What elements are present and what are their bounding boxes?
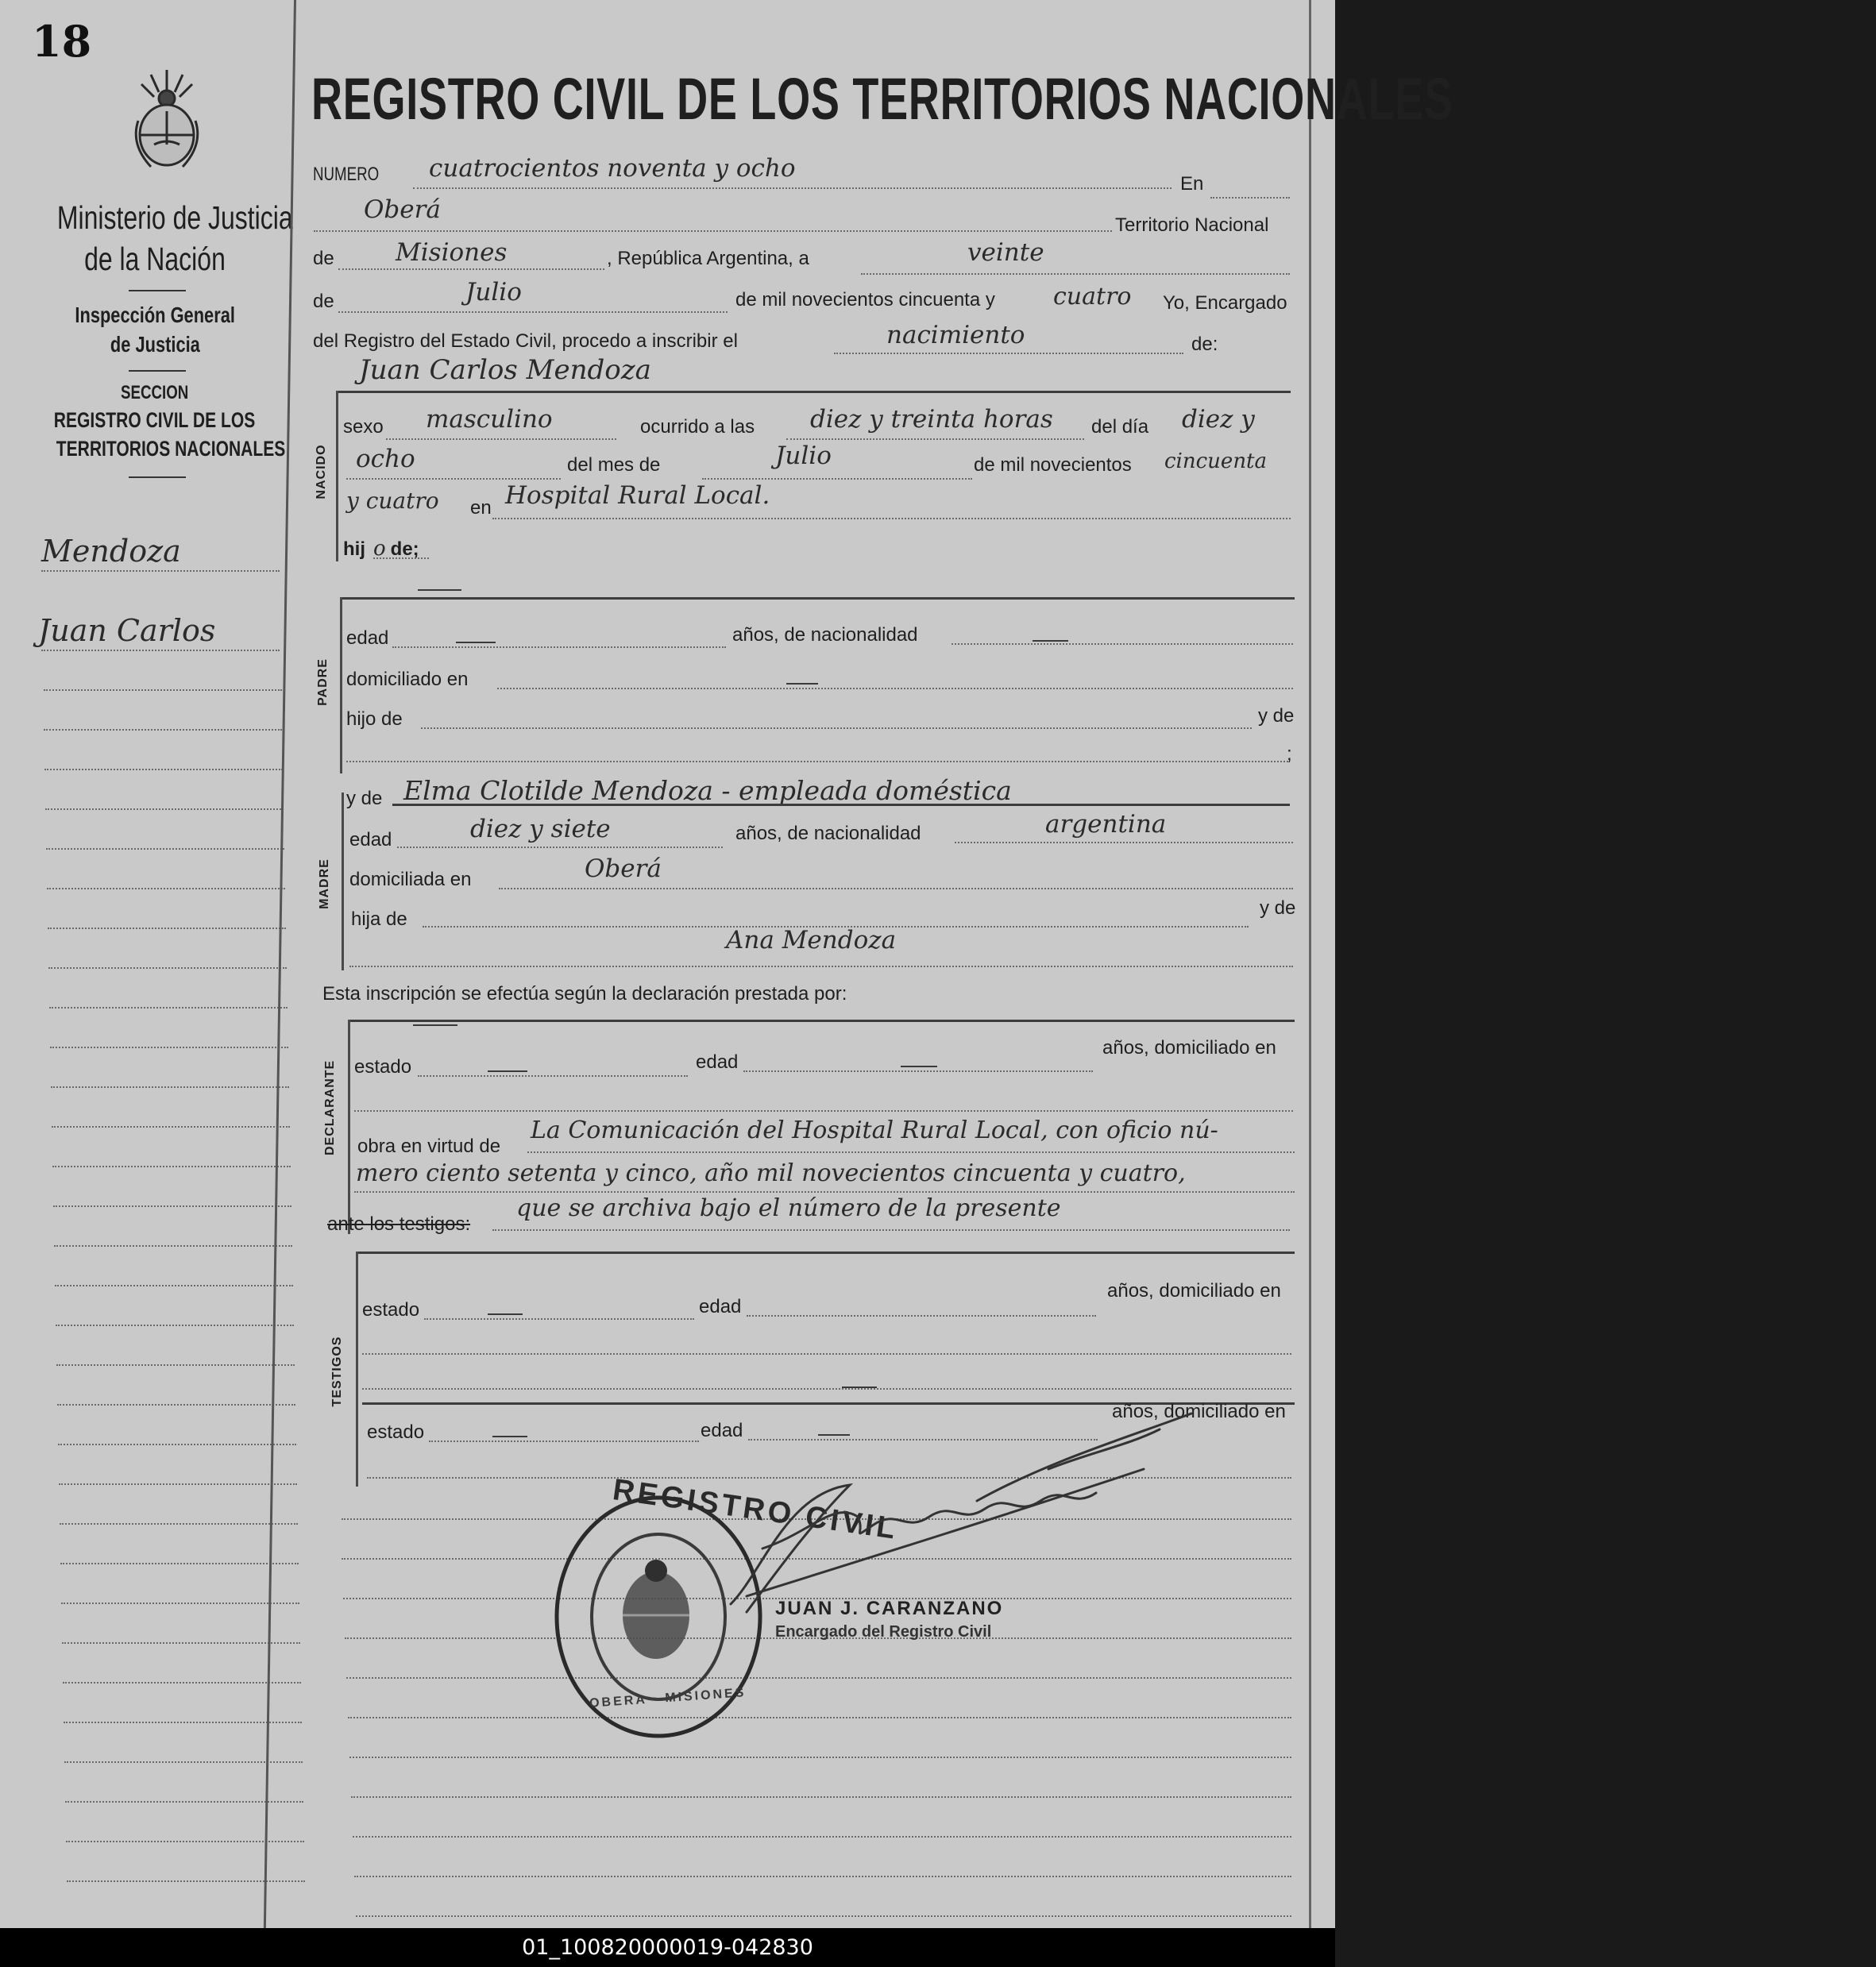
year-value: cuatro bbox=[1053, 283, 1132, 310]
nacido-section-label: NACIDO bbox=[315, 444, 328, 499]
testigo2-estado-label: estado bbox=[367, 1421, 425, 1443]
madre-hija-de-label: hija de bbox=[351, 908, 407, 930]
birth-year-part2: y cuatro bbox=[346, 488, 439, 514]
month-value: Julio bbox=[465, 278, 522, 307]
sidebar-surname: Mendoza bbox=[41, 534, 181, 569]
nacido-en-label: en bbox=[470, 497, 492, 519]
numero-label: NUMERO bbox=[313, 164, 380, 185]
obra-value-line1: La Comunicación del Hospital Rural Local, con oficio nú- bbox=[531, 1117, 1218, 1144]
obra-label: obra en virtud de bbox=[357, 1136, 501, 1157]
place-value: Oberá bbox=[364, 195, 441, 224]
territorio-label: Territorio Nacional bbox=[1115, 214, 1269, 236]
birth-year-part1: cincuenta bbox=[1164, 449, 1268, 473]
madre-domicilio-value: Oberá bbox=[585, 854, 662, 883]
en-label: En bbox=[1180, 173, 1204, 195]
de-label-2: de bbox=[313, 291, 334, 312]
padre-edad-label: edad bbox=[346, 627, 389, 649]
section-name-line1: REGISTRO CIVIL DE LOS bbox=[54, 408, 256, 432]
birth-place-value: Hospital Rural Local. bbox=[505, 481, 770, 510]
nacido-year-label: de mil novecientos bbox=[974, 454, 1132, 476]
declarante-section-label: DECLARANTE bbox=[323, 1059, 337, 1155]
officer-title: Encargado del Registro Civil bbox=[775, 1623, 992, 1641]
padre-nacionalidad-label: años, de nacionalidad bbox=[732, 624, 918, 646]
declaracion-intro: Esta inscripción se efectúa según la declaración prestada por: bbox=[322, 983, 847, 1005]
del-dia-label: del día bbox=[1091, 416, 1149, 438]
padre-y-de-label: y de bbox=[1258, 705, 1295, 727]
madre-y-de-label: y de bbox=[346, 788, 383, 809]
testigo2-edad-label: edad bbox=[701, 1420, 743, 1441]
testigo1-edad-label: edad bbox=[699, 1296, 742, 1317]
madre-edad-value: diez y siete bbox=[470, 815, 611, 843]
del-mes-label: del mes de bbox=[567, 454, 661, 476]
madre-nacionalidad-value: argentina bbox=[1045, 810, 1167, 839]
madre-edad-label: edad bbox=[349, 829, 392, 850]
testigo1-estado-label: estado bbox=[362, 1299, 420, 1321]
testigos-section-label: TESTIGOS bbox=[330, 1336, 344, 1407]
de-colon-label: de: bbox=[1191, 334, 1218, 355]
sexo-label: sexo bbox=[343, 416, 384, 438]
sidebar-divider bbox=[264, 0, 296, 1928]
de-label-1: de bbox=[313, 248, 334, 269]
birth-day-part1: diez y bbox=[1182, 405, 1255, 434]
year-prefix-label: de mil novecientos cincuenta y bbox=[735, 289, 995, 310]
ministry-name-line1: Ministerio de Justicia bbox=[56, 199, 293, 236]
sexo-value: masculino bbox=[426, 405, 553, 434]
encargado-label: Yo, Encargado bbox=[1163, 292, 1287, 314]
document-reference-footer: 01_100820000019-042830 bbox=[0, 1928, 1335, 1967]
declarante-edad-label: edad bbox=[696, 1051, 739, 1073]
testigo2-domicilio-label: años, domiciliado en bbox=[1112, 1401, 1286, 1422]
nacido-name: Juan Carlos Mendoza bbox=[359, 354, 651, 386]
stamp-text: REGISTRO CIVIL bbox=[610, 1473, 901, 1547]
stamp-coat-of-arms-icon bbox=[623, 1560, 689, 1659]
madre-mother-value: Ana Mendoza bbox=[726, 926, 897, 955]
inspection-line2: de Justicia bbox=[110, 332, 200, 357]
padre-semicolon: ; bbox=[1287, 743, 1292, 765]
birth-day-part2: ocho bbox=[356, 445, 415, 473]
testigo1-domicilio-label: años, domiciliado en bbox=[1107, 1280, 1281, 1302]
birth-month-value: Julio bbox=[775, 442, 832, 470]
republica-label: , República Argentina, a bbox=[607, 248, 809, 269]
madre-nacionalidad-label: años, de nacionalidad bbox=[735, 823, 921, 844]
madre-domicilio-label: domiciliada en bbox=[349, 869, 472, 890]
act-value: nacimiento bbox=[886, 321, 1025, 349]
madre-section-label: MADRE bbox=[318, 858, 331, 909]
day-value: veinte bbox=[967, 238, 1044, 267]
madre-y-de-label-2: y de bbox=[1260, 897, 1296, 919]
ocurrido-label: ocurrido a las bbox=[640, 416, 755, 438]
madre-name-value: Elma Clotilde Mendoza - empleada doméstica bbox=[403, 775, 1012, 806]
declarante-estado-label: estado bbox=[354, 1056, 412, 1078]
registry-title: REGISTRO CIVIL DE LOS TERRITORIOS NACIONALES bbox=[311, 66, 1453, 132]
numero-value: cuatrocientos noventa y ocho bbox=[429, 154, 796, 183]
padre-section-label: PADRE bbox=[316, 658, 330, 706]
stamp-bottom-text: OBERA · MISIONES bbox=[589, 1686, 747, 1711]
testigos-value: que se archiva bajo el número de la presente bbox=[516, 1194, 1061, 1222]
argentina-coat-of-arms-icon bbox=[127, 65, 207, 176]
padre-domicilio-label: domiciliado en bbox=[346, 669, 469, 690]
hijo-label: hij o de; bbox=[343, 537, 419, 561]
obra-value-line2: mero ciento setenta y cinco, año mil novecientos cincuenta y cuatro, bbox=[356, 1159, 1186, 1187]
registro-label: del Registro del Estado Civil, procedo a inscribir el bbox=[313, 330, 738, 352]
ministry-name-line2: de la Nación bbox=[84, 241, 226, 277]
inspection-line1: Inspección General bbox=[75, 303, 235, 327]
page-number: 18 bbox=[32, 16, 92, 67]
officer-name: JUAN J. CARANZANO bbox=[775, 1598, 1004, 1619]
hour-value: diez y treinta horas bbox=[810, 405, 1053, 434]
section-label: SECCION bbox=[121, 382, 189, 403]
sidebar-given-names: Juan Carlos bbox=[38, 613, 216, 648]
section-name-line2: TERRITORIOS NACIONALES bbox=[56, 437, 286, 461]
padre-hijo-de-label: hijo de bbox=[346, 708, 403, 730]
declarante-domicilio-label: años, domiciliado en bbox=[1102, 1037, 1276, 1059]
testigos-struck-label: ante los testigos: bbox=[327, 1213, 471, 1235]
territory-value: Misiones bbox=[396, 238, 508, 267]
